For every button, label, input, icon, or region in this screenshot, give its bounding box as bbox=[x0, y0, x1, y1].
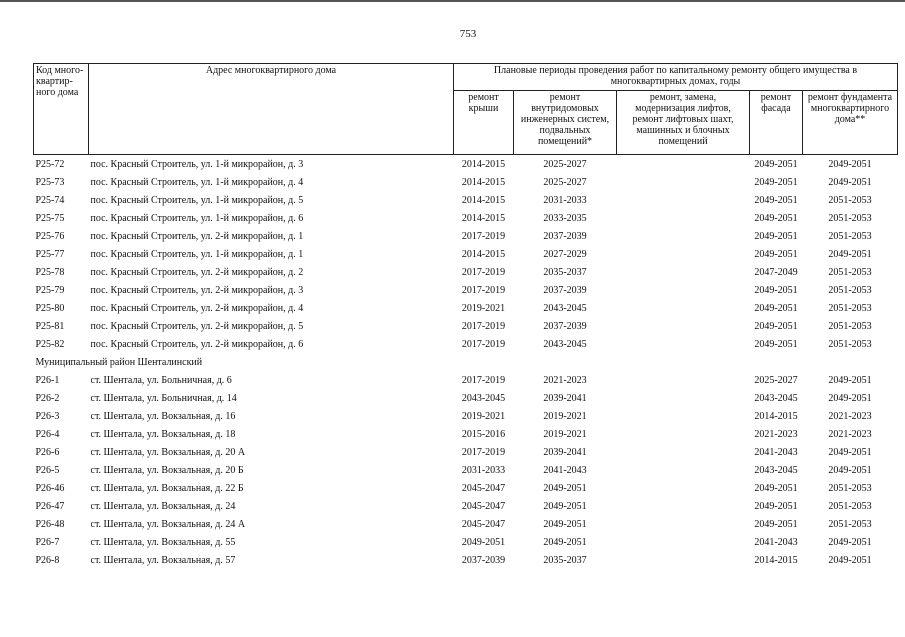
foundation-period-cell: 2051-2053 bbox=[828, 212, 872, 224]
roof-period-cell: 2014-2015 bbox=[461, 194, 506, 206]
roof-period-cell: 2019-2021 bbox=[461, 410, 506, 422]
lift-period-cell bbox=[617, 425, 750, 443]
facade-period-cell: 2049-2051 bbox=[754, 320, 798, 332]
foundation-period-cell: 2051-2053 bbox=[828, 482, 872, 494]
facade-period-cell: 2049-2051 bbox=[754, 158, 798, 170]
roof-period-cell: 2014-2015 bbox=[461, 248, 506, 260]
address-cell: пос. Красный Строитель, ул. 2-й микрорайон, д. 1 bbox=[90, 230, 304, 242]
table-row bbox=[34, 443, 898, 461]
table-row bbox=[34, 191, 898, 209]
lift-period-cell bbox=[617, 317, 750, 335]
address-cell: пос. Красный Строитель, ул. 1-й микрорайон, д. 1 bbox=[90, 248, 304, 260]
table-row bbox=[34, 281, 898, 299]
roof-period-cell: 2031-2033 bbox=[461, 464, 506, 476]
foundation-period-cell: 2049-2051 bbox=[828, 176, 872, 188]
address-cell: ст. Шентала, ул. Больничная, д. 14 bbox=[90, 392, 237, 404]
header-roof: ремонт крыши bbox=[454, 91, 514, 155]
engineering-period-cell: 2027-2029 bbox=[543, 248, 587, 260]
foundation-period-cell: 2051-2053 bbox=[828, 266, 872, 278]
page-top-border bbox=[0, 0, 905, 10]
house-code-cell: P25-82 bbox=[35, 338, 65, 350]
address-cell: ст. Шентала, ул. Вокзальная, д. 20 Б bbox=[90, 464, 244, 476]
header-engineering: ремонт внутридомовых инженерных систем, подвальных помещений* bbox=[514, 91, 617, 155]
table-row bbox=[34, 299, 898, 317]
lift-period-cell bbox=[617, 551, 750, 569]
table-row bbox=[34, 407, 898, 425]
foundation-period-cell: 2051-2053 bbox=[828, 518, 872, 530]
engineering-period-cell: 2043-2045 bbox=[543, 338, 587, 350]
lift-period-cell bbox=[617, 479, 750, 497]
address-cell: пос. Красный Строитель, ул. 2-й микрорайон, д. 5 bbox=[90, 320, 304, 332]
engineering-period-cell: 2043-2045 bbox=[543, 302, 587, 314]
facade-period-cell: 2049-2051 bbox=[754, 194, 798, 206]
house-code-cell: P25-72 bbox=[35, 158, 65, 170]
table-row bbox=[34, 371, 898, 389]
house-code-cell: P25-74 bbox=[35, 194, 65, 206]
engineering-period-cell: 2049-2051 bbox=[543, 536, 587, 548]
engineering-period-cell: 2039-2041 bbox=[543, 446, 587, 458]
foundation-period-cell: 2021-2023 bbox=[828, 428, 872, 440]
roof-period-cell: 2017-2019 bbox=[461, 446, 506, 458]
house-code-cell: P26-8 bbox=[35, 554, 60, 566]
engineering-period-cell: 2035-2037 bbox=[543, 554, 587, 566]
facade-period-cell: 2049-2051 bbox=[754, 230, 798, 242]
lift-period-cell bbox=[617, 371, 750, 389]
foundation-period-cell: 2049-2051 bbox=[828, 374, 872, 386]
engineering-period-cell: 2041-2043 bbox=[543, 464, 587, 476]
engineering-period-cell: 2021-2023 bbox=[543, 374, 587, 386]
house-code-cell: P26-48 bbox=[35, 518, 65, 530]
roof-period-cell: 2037-2039 bbox=[461, 554, 506, 566]
engineering-period-cell: 2019-2021 bbox=[543, 410, 587, 422]
lift-period-cell bbox=[617, 407, 750, 425]
facade-period-cell: 2043-2045 bbox=[754, 464, 798, 476]
foundation-period-cell: 2051-2053 bbox=[828, 194, 872, 206]
facade-period-cell: 2049-2051 bbox=[754, 302, 798, 314]
lift-period-cell bbox=[617, 209, 750, 227]
engineering-period-cell: 2025-2027 bbox=[543, 158, 587, 170]
engineering-period-cell: 2031-2033 bbox=[543, 194, 587, 206]
roof-period-cell: 2017-2019 bbox=[461, 230, 506, 242]
roof-period-cell: 2014-2015 bbox=[461, 158, 506, 170]
facade-period-cell: 2041-2043 bbox=[754, 536, 798, 548]
table-row bbox=[34, 209, 898, 227]
house-code-cell: P25-75 bbox=[35, 212, 65, 224]
foundation-period-cell: 2049-2051 bbox=[828, 464, 872, 476]
table-row bbox=[34, 461, 898, 479]
facade-period-cell: 2049-2051 bbox=[754, 284, 798, 296]
table-row bbox=[34, 425, 898, 443]
roof-period-cell: 2045-2047 bbox=[461, 500, 506, 512]
address-cell: ст. Шентала, ул. Вокзальная, д. 55 bbox=[90, 536, 236, 548]
roof-period-cell: 2014-2015 bbox=[461, 212, 506, 224]
house-code-cell: P25-76 bbox=[35, 230, 65, 242]
house-code-cell: P26-5 bbox=[35, 464, 60, 476]
facade-period-cell: 2021-2023 bbox=[754, 428, 798, 440]
roof-period-cell: 2049-2051 bbox=[461, 536, 506, 548]
table-row bbox=[34, 155, 898, 174]
house-code-cell: P25-79 bbox=[35, 284, 65, 296]
foundation-period-cell: 2049-2051 bbox=[828, 554, 872, 566]
facade-period-cell: 2043-2045 bbox=[754, 392, 798, 404]
foundation-period-cell: 2051-2053 bbox=[828, 320, 872, 332]
house-code-cell: P25-73 bbox=[35, 176, 65, 188]
table-body bbox=[34, 155, 898, 570]
address-cell: ст. Шентала, ул. Вокзальная, д. 24 bbox=[90, 500, 236, 512]
header-foundation: ремонт фундамента многоквартирного дома** bbox=[803, 91, 898, 155]
roof-period-cell: 2043-2045 bbox=[461, 392, 506, 404]
address-cell: пос. Красный Строитель, ул. 1-й микрорайон, д. 5 bbox=[90, 194, 304, 206]
engineering-period-cell: 2049-2051 bbox=[543, 482, 587, 494]
address-cell: ст. Шентала, ул. Вокзальная, д. 18 bbox=[90, 428, 236, 440]
address-cell: пос. Красный Строитель, ул. 1-й микрорайон, д. 6 bbox=[90, 212, 304, 224]
engineering-period-cell: 2035-2037 bbox=[543, 266, 587, 278]
foundation-period-cell: 2021-2023 bbox=[828, 410, 872, 422]
lift-period-cell bbox=[617, 227, 750, 245]
lift-period-cell bbox=[617, 155, 750, 174]
facade-period-cell: 2047-2049 bbox=[754, 266, 798, 278]
lift-period-cell bbox=[617, 245, 750, 263]
facade-period-cell: 2049-2051 bbox=[754, 248, 798, 260]
roof-period-cell: 2045-2047 bbox=[461, 518, 506, 530]
house-code-cell: P25-78 bbox=[35, 266, 65, 278]
roof-period-cell: 2017-2019 bbox=[461, 266, 506, 278]
house-code-cell: P26-1 bbox=[35, 374, 60, 386]
engineering-period-cell: 2037-2039 bbox=[543, 284, 587, 296]
address-cell: пос. Красный Строитель, ул. 2-й микрорайон, д. 3 bbox=[90, 284, 304, 296]
roof-period-cell: 2017-2019 bbox=[461, 320, 506, 332]
address-cell: пос. Красный Строитель, ул. 1-й микрорайон, д. 4 bbox=[90, 176, 304, 188]
facade-period-cell: 2049-2051 bbox=[754, 500, 798, 512]
address-cell: ст. Шентала, ул. Вокзальная, д. 16 bbox=[90, 410, 236, 422]
house-code-cell: P25-77 bbox=[35, 248, 65, 260]
engineering-period-cell: 2049-2051 bbox=[543, 518, 587, 530]
capital-repair-table bbox=[33, 63, 898, 569]
house-code-cell: P25-81 bbox=[35, 320, 65, 332]
facade-period-cell: 2049-2051 bbox=[754, 482, 798, 494]
table-row bbox=[34, 479, 898, 497]
foundation-period-cell: 2051-2053 bbox=[828, 284, 872, 296]
foundation-period-cell: 2049-2051 bbox=[828, 446, 872, 458]
house-code-cell: P26-47 bbox=[35, 500, 65, 512]
table-row bbox=[34, 515, 898, 533]
foundation-period-cell: 2051-2053 bbox=[828, 302, 872, 314]
roof-period-cell: 2017-2019 bbox=[461, 338, 506, 350]
house-code-cell: P26-4 bbox=[35, 428, 60, 440]
foundation-period-cell: 2051-2053 bbox=[828, 500, 872, 512]
table-row bbox=[34, 263, 898, 281]
header-lifts: ремонт, замена, модернизация лифтов, ремонт лифтовых шахт, машинных и блочных помещений bbox=[617, 91, 750, 155]
lift-period-cell bbox=[617, 497, 750, 515]
house-code-cell: P26-2 bbox=[35, 392, 60, 404]
facade-period-cell: 2014-2015 bbox=[754, 410, 798, 422]
address-cell: ст. Шентала, ул. Вокзальная, д. 22 Б bbox=[90, 482, 244, 494]
table-row bbox=[34, 317, 898, 335]
foundation-period-cell: 2049-2051 bbox=[828, 392, 872, 404]
facade-period-cell: 2049-2051 bbox=[754, 518, 798, 530]
lift-period-cell bbox=[617, 389, 750, 407]
facade-period-cell: 2041-2043 bbox=[754, 446, 798, 458]
address-cell: пос. Красный Строитель, ул. 2-й микрорайон, д. 6 bbox=[90, 338, 304, 350]
engineering-period-cell: 2019-2021 bbox=[543, 428, 587, 440]
foundation-period-cell: 2049-2051 bbox=[828, 536, 872, 548]
section-title: Муниципальный район Шенталинский bbox=[35, 356, 203, 368]
roof-period-cell: 2015-2016 bbox=[461, 428, 506, 440]
table-row bbox=[34, 551, 898, 569]
lift-period-cell bbox=[617, 263, 750, 281]
roof-period-cell: 2017-2019 bbox=[461, 284, 506, 296]
facade-period-cell: 2025-2027 bbox=[754, 374, 798, 386]
lift-period-cell bbox=[617, 299, 750, 317]
address-cell: ст. Шентала, ул. Больничная, д. 6 bbox=[90, 374, 232, 386]
address-cell: пос. Красный Строитель, ул. 1-й микрорайон, д. 3 bbox=[90, 158, 304, 170]
lift-period-cell bbox=[617, 335, 750, 353]
roof-period-cell: 2014-2015 bbox=[461, 176, 506, 188]
lift-period-cell bbox=[617, 533, 750, 551]
table-row bbox=[34, 533, 898, 551]
engineering-period-cell: 2037-2039 bbox=[543, 320, 587, 332]
house-code-cell: P25-80 bbox=[35, 302, 65, 314]
engineering-period-cell: 2037-2039 bbox=[543, 230, 587, 242]
address-cell: пос. Красный Строитель, ул. 2-й микрорайон, д. 4 bbox=[90, 302, 304, 314]
address-cell: ст. Шентала, ул. Вокзальная, д. 57 bbox=[90, 554, 236, 566]
table-row bbox=[34, 335, 898, 353]
header-address: Адрес многоквартирного дома bbox=[89, 64, 454, 155]
facade-period-cell: 2049-2051 bbox=[754, 176, 798, 188]
foundation-period-cell: 2049-2051 bbox=[828, 248, 872, 260]
section-row bbox=[34, 353, 898, 371]
lift-period-cell bbox=[617, 281, 750, 299]
table-row bbox=[34, 173, 898, 191]
facade-period-cell: 2014-2015 bbox=[754, 554, 798, 566]
lift-period-cell bbox=[617, 173, 750, 191]
header-periods: Плановые периоды проведения работ по капитальному ремонту общего имущества в многоквартирных домах, годы bbox=[454, 64, 898, 91]
facade-period-cell: 2049-2051 bbox=[754, 212, 798, 224]
engineering-period-cell: 2025-2027 bbox=[543, 176, 587, 188]
facade-period-cell: 2049-2051 bbox=[754, 338, 798, 350]
roof-period-cell: 2045-2047 bbox=[461, 482, 506, 494]
table-row bbox=[34, 227, 898, 245]
table-row bbox=[34, 245, 898, 263]
foundation-period-cell: 2049-2051 bbox=[828, 158, 872, 170]
address-cell: ст. Шентала, ул. Вокзальная, д. 24 А bbox=[90, 518, 246, 530]
house-code-cell: P26-46 bbox=[35, 482, 65, 494]
engineering-period-cell: 2049-2051 bbox=[543, 500, 587, 512]
lift-period-cell bbox=[617, 191, 750, 209]
header-facade: ремонт фасада bbox=[750, 91, 803, 155]
foundation-period-cell: 2051-2053 bbox=[828, 338, 872, 350]
foundation-period-cell: 2051-2053 bbox=[828, 230, 872, 242]
lift-period-cell bbox=[617, 461, 750, 479]
page-number: 753 bbox=[459, 28, 477, 40]
engineering-period-cell: 2039-2041 bbox=[543, 392, 587, 404]
header-code: Код много-квартир-ного дома bbox=[34, 64, 89, 155]
house-code-cell: P26-3 bbox=[35, 410, 60, 422]
table-row bbox=[34, 497, 898, 515]
table-row bbox=[34, 389, 898, 407]
engineering-period-cell: 2033-2035 bbox=[543, 212, 587, 224]
address-cell: пос. Красный Строитель, ул. 2-й микрорайон, д. 2 bbox=[90, 266, 304, 278]
address-cell: ст. Шентала, ул. Вокзальная, д. 20 А bbox=[90, 446, 246, 458]
lift-period-cell bbox=[617, 443, 750, 461]
house-code-cell: P26-6 bbox=[35, 446, 60, 458]
roof-period-cell: 2017-2019 bbox=[461, 374, 506, 386]
house-code-cell: P26-7 bbox=[35, 536, 60, 548]
roof-period-cell: 2019-2021 bbox=[461, 302, 506, 314]
lift-period-cell bbox=[617, 515, 750, 533]
